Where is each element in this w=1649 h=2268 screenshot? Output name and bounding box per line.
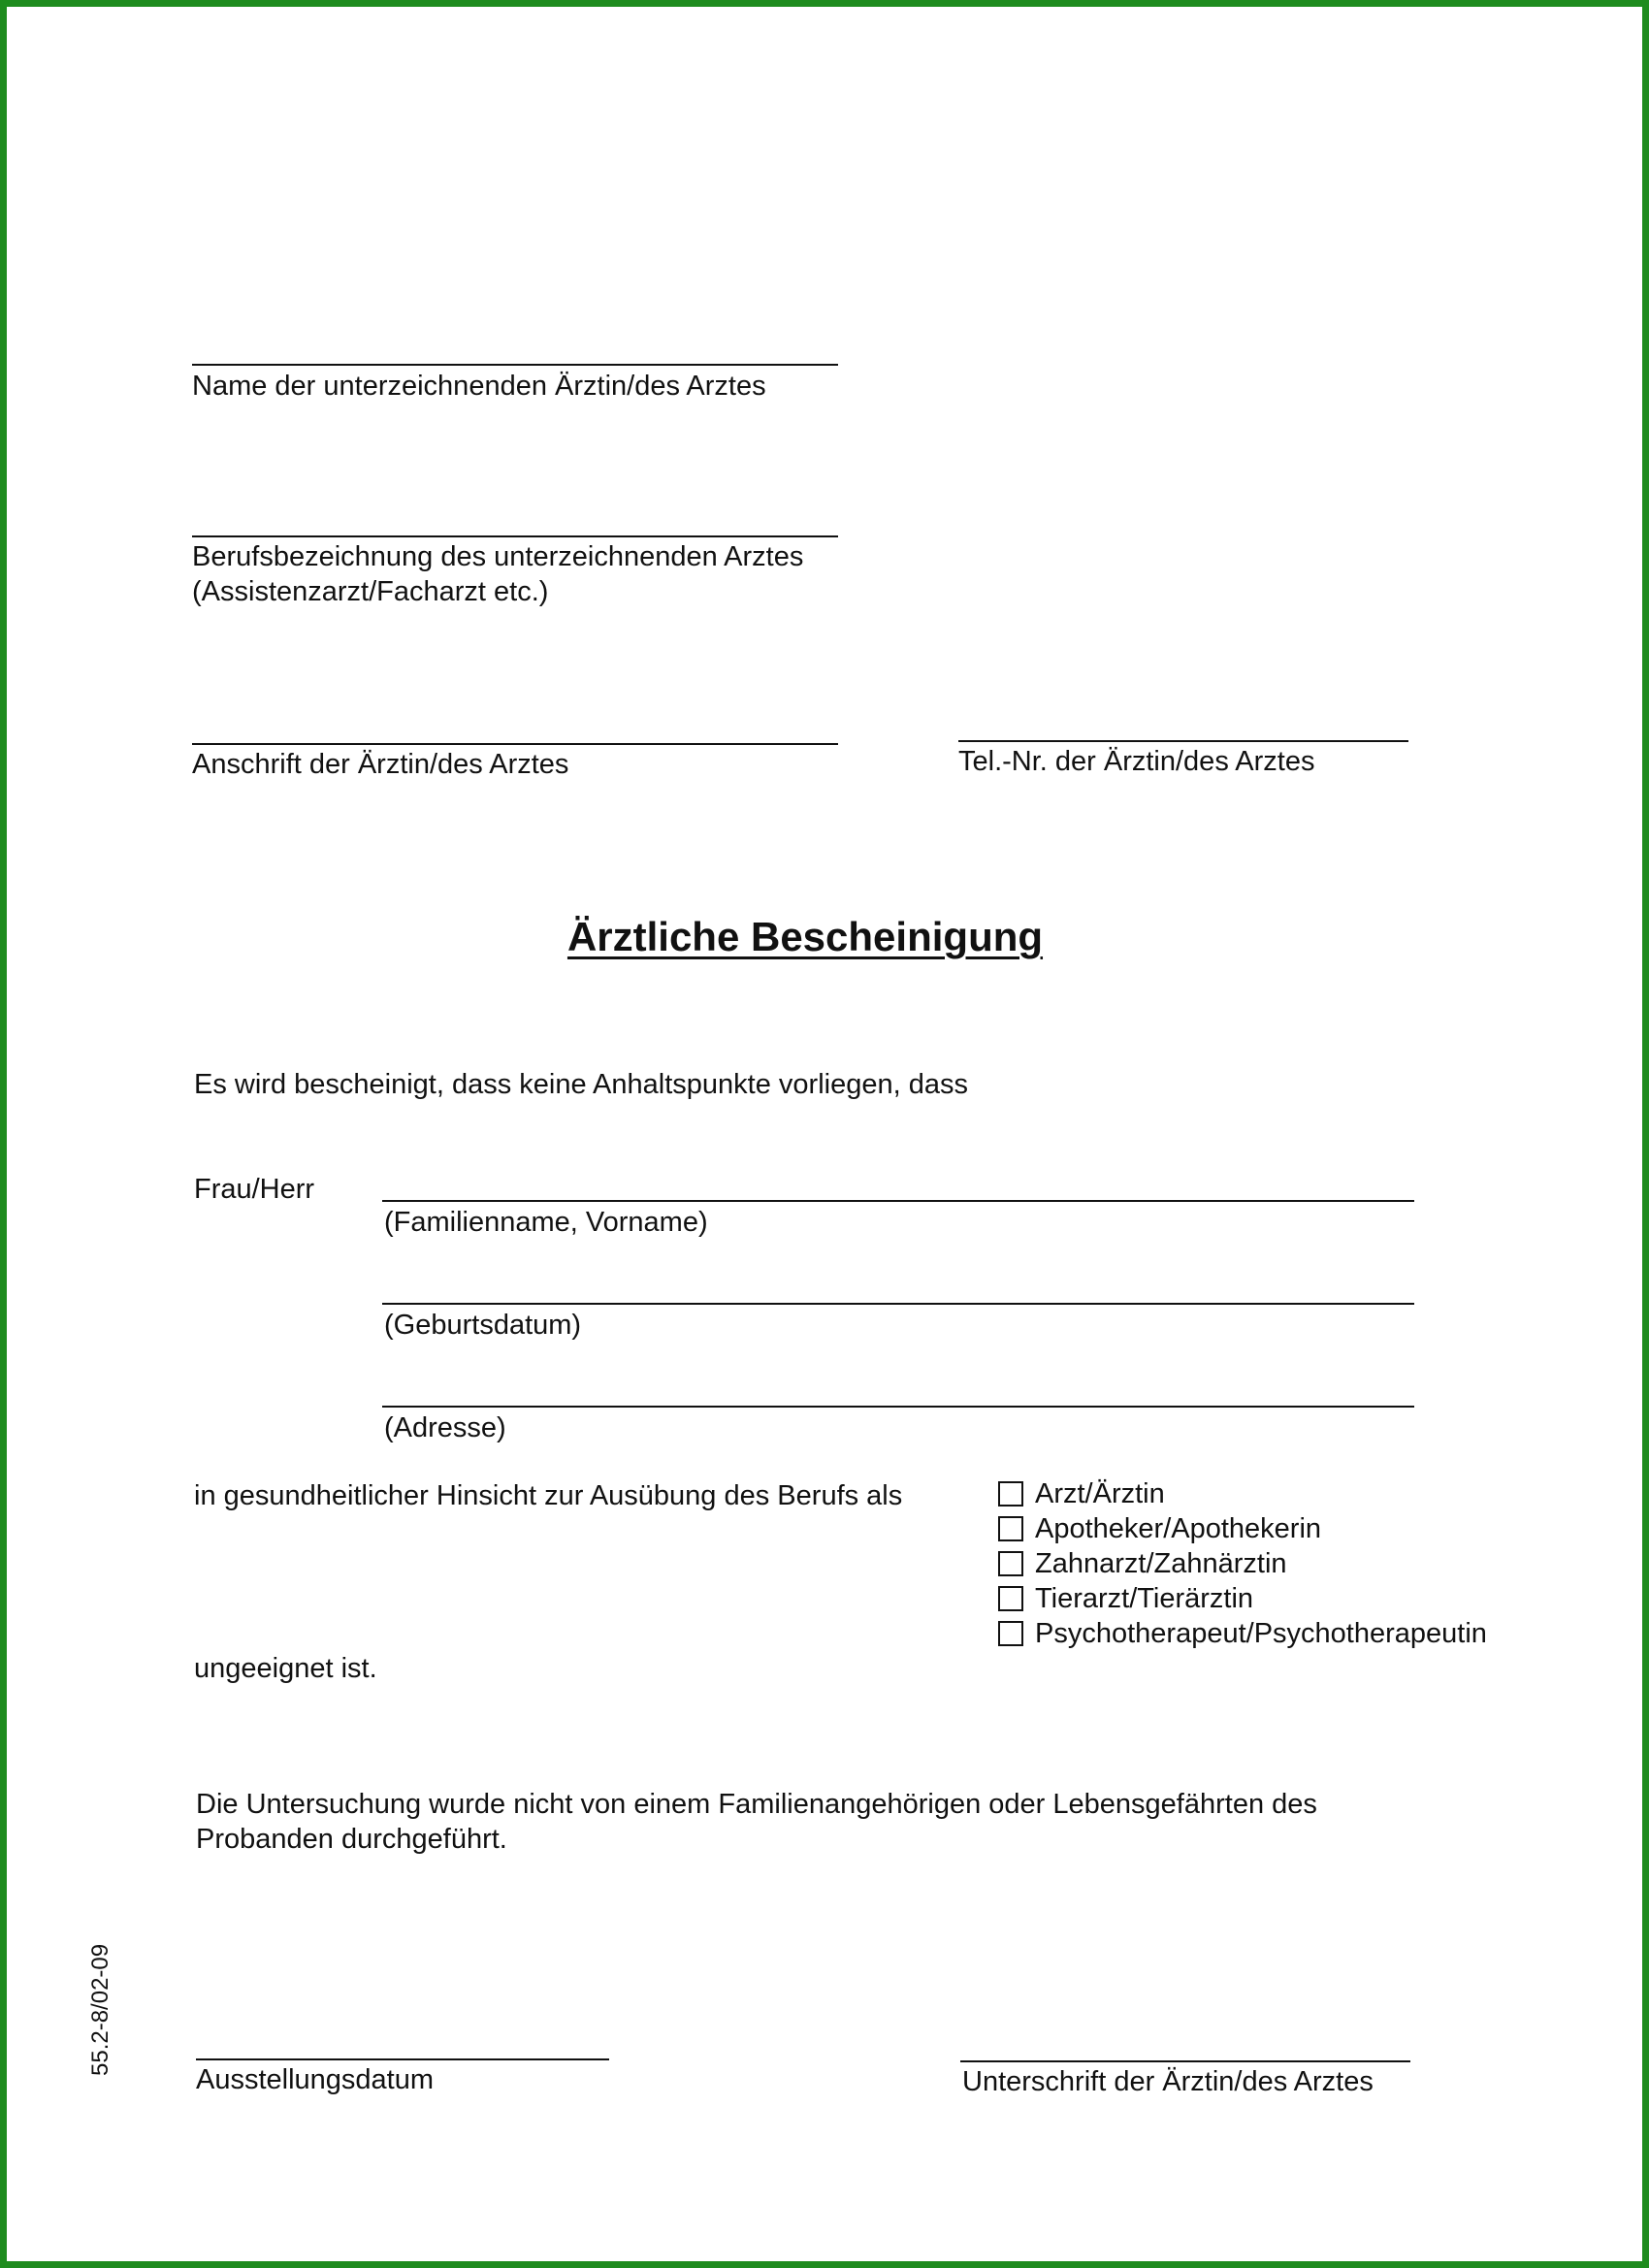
profession-option-arzt[interactable]: [998, 1477, 1165, 1510]
job-title-line[interactable]: [192, 535, 838, 537]
checkbox[interactable]: [998, 1551, 1023, 1576]
person-address-line[interactable]: [382, 1406, 1414, 1408]
doctor-name-line[interactable]: [192, 364, 838, 366]
birthdate-line[interactable]: [382, 1303, 1414, 1305]
birthdate-hint: (Geburtsdatum): [384, 1310, 582, 1341]
date-line[interactable]: [196, 2058, 609, 2060]
profession-option-label: Tierarzt/Tierärztin: [1035, 1583, 1254, 1614]
exam-statement-line2: Probanden durchgeführt.: [196, 1824, 507, 1855]
profession-option-zahnarzt[interactable]: [998, 1547, 1287, 1580]
form-number: 55.2-8/02-09: [87, 1943, 113, 2076]
unfit-text: ungeeignet ist.: [194, 1653, 377, 1684]
profession-option-label: Zahnarzt/Zahnärztin: [1035, 1548, 1287, 1579]
signature-line[interactable]: [960, 2060, 1410, 2062]
name-hint: (Familienname, Vorname): [384, 1207, 708, 1238]
exam-statement-line1: Die Untersuchung wurde nicht von einem Familienangehörigen oder Lebensgefährten des: [196, 1789, 1317, 1820]
date-label: Ausstellungsdatum: [196, 2064, 435, 2095]
profession-intro: in gesundheitlicher Hinsicht zur Ausübung des Berufs als: [194, 1480, 903, 1511]
profession-option-tierarzt[interactable]: [998, 1582, 1253, 1615]
job-title-hint: (Assistenzarzt/Facharzt etc.): [192, 576, 549, 607]
signature-label: Unterschrift der Ärztin/des Arztes: [962, 2066, 1374, 2097]
phone-label: Tel.-Nr. der Ärztin/des Arztes: [958, 746, 1315, 777]
checkbox[interactable]: [998, 1481, 1023, 1507]
profession-option-label: Apotheker/Apothekerin: [1035, 1513, 1322, 1544]
phone-line[interactable]: [958, 740, 1408, 742]
checkbox[interactable]: [998, 1586, 1023, 1611]
intro-text: Es wird bescheinigt, dass keine Anhaltspunkte vorliegen, dass: [194, 1069, 968, 1100]
profession-option-label: Psychotherapeut/Psychotherapeutin: [1035, 1618, 1487, 1649]
checkbox[interactable]: [998, 1516, 1023, 1541]
person-prefix: Frau/Herr: [194, 1174, 315, 1205]
profession-option-label: Arzt/Ärztin: [1035, 1478, 1165, 1509]
checkbox[interactable]: [998, 1621, 1023, 1646]
doctor-name-label: Name der unterzeichnenden Ärztin/des Arztes: [192, 371, 766, 402]
document-title: Ärztliche Bescheinigung: [566, 914, 1044, 959]
address-line[interactable]: [192, 743, 838, 745]
profession-option-psychotherapeut[interactable]: [998, 1617, 1487, 1650]
job-title-label: Berufsbezeichnung des unterzeichnenden Arztes: [192, 541, 804, 572]
name-line[interactable]: [382, 1200, 1414, 1202]
profession-option-apotheker[interactable]: [998, 1512, 1321, 1545]
address-label: Anschrift der Ärztin/des Arztes: [192, 749, 569, 780]
person-address-hint: (Adresse): [384, 1412, 506, 1443]
